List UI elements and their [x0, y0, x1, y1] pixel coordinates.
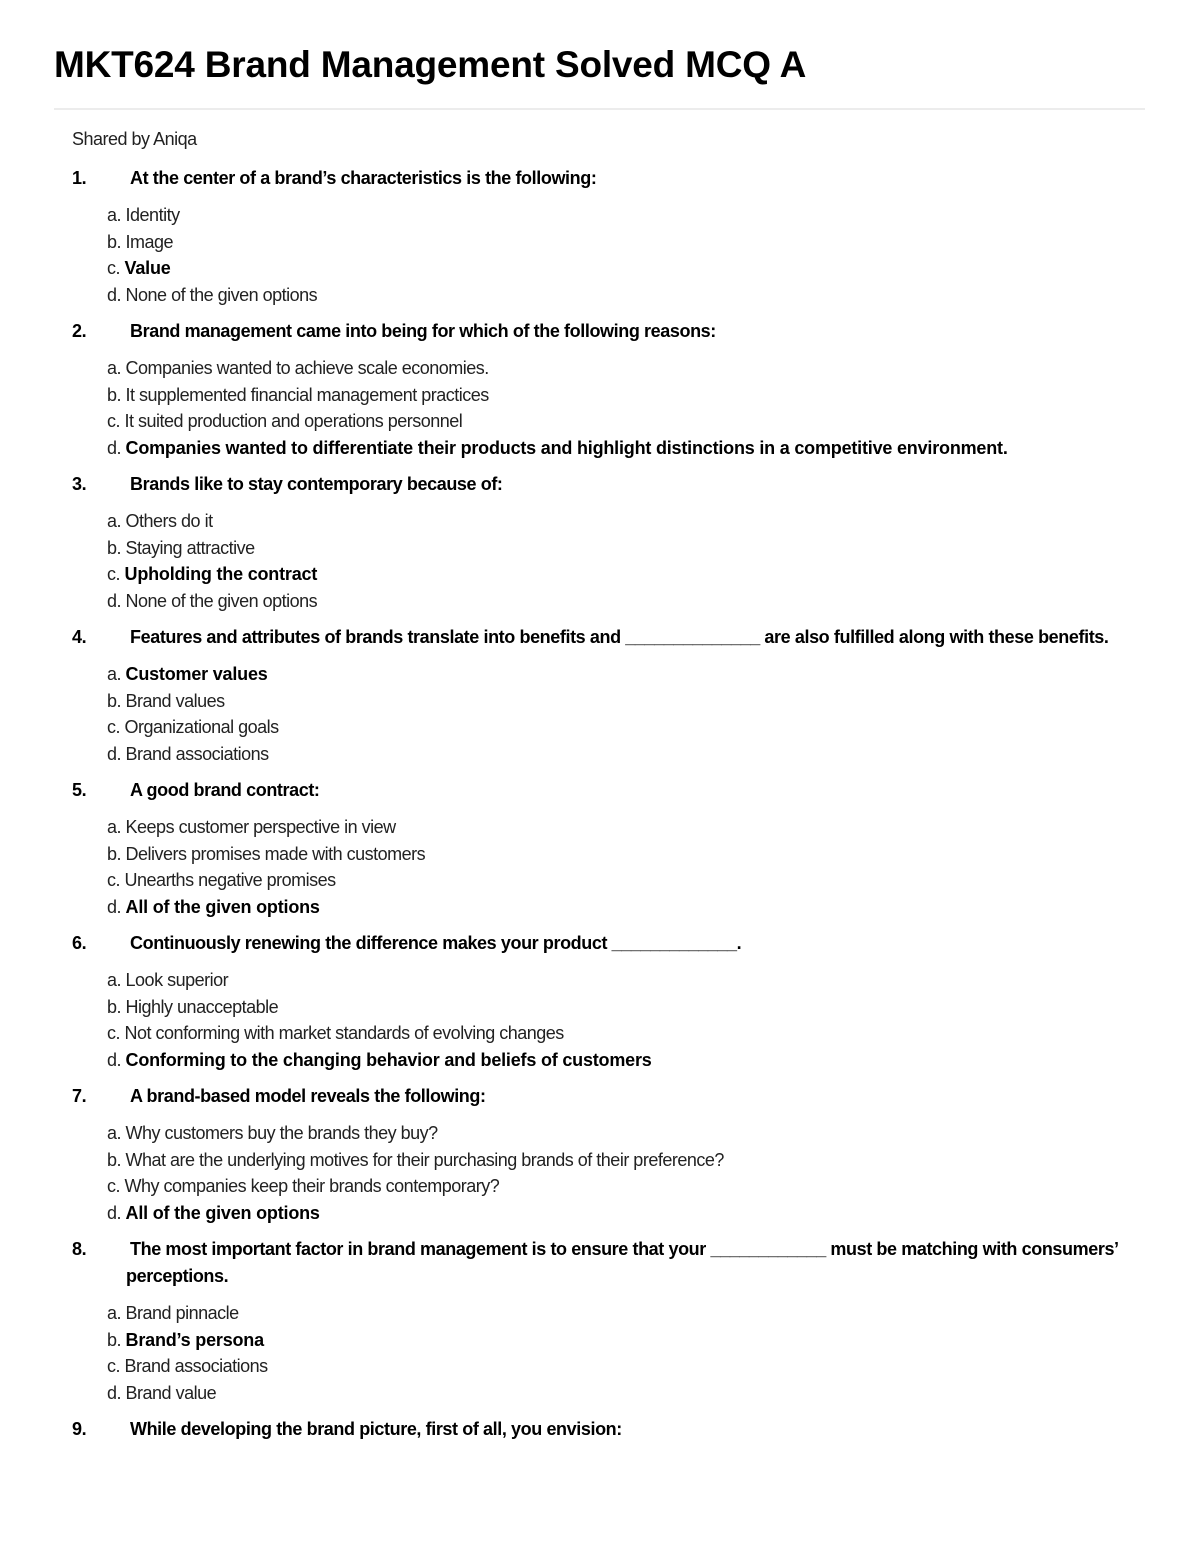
- answer-options: [0, 967, 1200, 1073]
- option-letter: d.: [107, 1049, 122, 1070]
- option-letter: d.: [107, 437, 122, 458]
- option-letter: a.: [107, 1303, 122, 1323]
- answer-option: [0, 967, 1200, 994]
- answer-option: [0, 1147, 1200, 1174]
- option-text: All of the given options: [125, 1202, 320, 1223]
- question-item: [0, 777, 1200, 920]
- question-number: 1.: [72, 168, 87, 188]
- option-letter: a.: [107, 511, 122, 531]
- answer-option: [0, 814, 1200, 841]
- answer-option: [0, 1380, 1200, 1407]
- question-number: 4.: [72, 627, 87, 647]
- answer-option: [0, 1173, 1200, 1200]
- answer-option: [0, 1300, 1200, 1327]
- answer-option: [0, 282, 1200, 309]
- option-text: Upholding the contract: [124, 564, 318, 584]
- option-text: Delivers promises made with customers: [125, 843, 426, 864]
- answer-option: [0, 841, 1200, 868]
- option-letter: c.: [107, 1176, 121, 1196]
- option-text: Identity: [125, 205, 180, 225]
- option-text: Value: [124, 258, 171, 278]
- answer-option: [0, 1020, 1200, 1047]
- option-letter: d.: [107, 284, 122, 305]
- answer-option: [0, 1120, 1200, 1147]
- option-text: Brand associations: [124, 1356, 268, 1376]
- option-text: Companies wanted to differentiate their products and highlight distinctions in a competitive environment.: [125, 437, 1008, 458]
- option-letter: d.: [107, 743, 122, 764]
- option-text: Highly unacceptable: [125, 996, 279, 1017]
- title-divider: [54, 108, 1145, 110]
- answer-options: [0, 1300, 1200, 1406]
- question-text: Brand management came into being for which of the following reasons:: [130, 321, 716, 341]
- option-letter: b.: [107, 231, 122, 252]
- answer-options: [0, 355, 1200, 461]
- answer-option: [0, 688, 1200, 715]
- option-text: Why customers buy the brands they buy?: [125, 1123, 438, 1143]
- option-text: Conforming to the changing behavior and beliefs of customers: [125, 1049, 652, 1070]
- option-text: Brand value: [125, 1382, 217, 1403]
- question-text: Continuously renewing the difference makes your product _____________.: [130, 933, 742, 953]
- option-letter: c.: [107, 870, 121, 890]
- option-letter: b.: [107, 996, 122, 1017]
- option-letter: b.: [107, 1149, 122, 1170]
- option-letter: b.: [107, 537, 122, 558]
- option-letter: c.: [107, 1356, 121, 1376]
- option-letter: d.: [107, 590, 122, 611]
- answer-option-correct: [0, 435, 1200, 462]
- question-text: A brand-based model reveals the following:: [130, 1086, 486, 1106]
- option-letter: a.: [107, 970, 122, 990]
- option-text: Companies wanted to achieve scale economies.: [125, 358, 489, 378]
- document-title: MKT624 Brand Management Solved MCQ A: [54, 44, 807, 85]
- question-text: Features and attributes of brands translate into benefits and ______________ are also fulfilled along with these benefits.: [130, 627, 1109, 647]
- question-item: [0, 318, 1200, 461]
- question-item: [0, 471, 1200, 614]
- answer-option-correct: [0, 255, 1200, 282]
- question-number: 6.: [72, 933, 87, 953]
- answer-option: [0, 382, 1200, 409]
- question-text: The most important factor in brand management is to ensure that your ____________ must be matching with consumers’ perceptions.: [126, 1239, 1118, 1286]
- option-letter: a.: [107, 358, 122, 378]
- answer-option-correct: [0, 1047, 1200, 1074]
- question-list: [0, 165, 1200, 1453]
- question-item: [0, 165, 1200, 308]
- option-text: None of the given options: [125, 284, 318, 305]
- question-item: [0, 1236, 1200, 1406]
- option-text: What are the underlying motives for their purchasing brands of their preference?: [125, 1149, 724, 1170]
- option-letter: b.: [107, 843, 122, 864]
- question-item: [0, 1416, 1200, 1443]
- option-letter: b.: [107, 384, 122, 405]
- question-text: Brands like to stay contemporary because of:: [130, 474, 503, 494]
- answer-options: [0, 508, 1200, 614]
- answer-option: [0, 714, 1200, 741]
- option-text: Why companies keep their brands contemporary?: [124, 1176, 500, 1196]
- option-text: None of the given options: [125, 590, 318, 611]
- answer-options: [0, 661, 1200, 767]
- answer-option-correct: [0, 1200, 1200, 1227]
- option-letter: a.: [107, 664, 122, 684]
- answer-option: [0, 355, 1200, 382]
- answer-option: [0, 867, 1200, 894]
- option-letter: d.: [107, 896, 122, 917]
- answer-option: [0, 741, 1200, 768]
- option-text: Others do it: [125, 511, 213, 531]
- option-text: Unearths negative promises: [124, 870, 336, 890]
- option-text: Not conforming with market standards of evolving changes: [124, 1023, 564, 1043]
- question-number: 5.: [72, 780, 87, 800]
- option-text: Brand values: [125, 690, 225, 711]
- answer-option: [0, 588, 1200, 615]
- option-text: Keeps customer perspective in view: [125, 817, 396, 837]
- question-number: 3.: [72, 474, 87, 494]
- option-letter: a.: [107, 205, 122, 225]
- question-text: At the center of a brand’s characteristics is the following:: [130, 168, 597, 188]
- option-letter: d.: [107, 1382, 122, 1403]
- option-text: All of the given options: [125, 896, 320, 917]
- option-text: Brand pinnacle: [125, 1303, 239, 1323]
- answer-option: [0, 994, 1200, 1021]
- question-number: 2.: [72, 321, 87, 341]
- option-letter: b.: [107, 690, 122, 711]
- question-item: [0, 930, 1200, 1073]
- option-letter: a.: [107, 1123, 122, 1143]
- question-number: 7.: [72, 1086, 87, 1106]
- answer-option-correct: [0, 1327, 1200, 1354]
- option-text: It suited production and operations personnel: [124, 411, 463, 431]
- option-text: Organizational goals: [124, 717, 279, 737]
- answer-option: [0, 535, 1200, 562]
- option-text: Customer values: [125, 664, 268, 684]
- answer-options: [0, 202, 1200, 308]
- option-letter: c.: [107, 1023, 121, 1043]
- answer-option: [0, 508, 1200, 535]
- answer-option: [0, 202, 1200, 229]
- option-letter: c.: [107, 564, 121, 584]
- answer-option: [0, 408, 1200, 435]
- answer-option: [0, 1353, 1200, 1380]
- shared-by-line: Shared by Aniqa: [72, 129, 197, 149]
- option-text: Brand’s persona: [125, 1329, 264, 1350]
- question-text: While developing the brand picture, first of all, you envision:: [130, 1419, 622, 1439]
- option-text: It supplemented financial management practices: [125, 384, 489, 405]
- question-text: A good brand contract:: [130, 780, 320, 800]
- answer-option-correct: [0, 561, 1200, 588]
- option-letter: c.: [107, 258, 121, 278]
- question-item: [0, 1083, 1200, 1226]
- option-letter: a.: [107, 817, 122, 837]
- question-item: [0, 624, 1200, 767]
- answer-option-correct: [0, 661, 1200, 688]
- question-number: 9.: [72, 1419, 87, 1439]
- answer-options: [0, 814, 1200, 920]
- option-letter: d.: [107, 1202, 122, 1223]
- option-letter: b.: [107, 1329, 122, 1350]
- question-number: 8.: [72, 1239, 87, 1259]
- option-text: Staying attractive: [125, 537, 255, 558]
- answer-option-correct: [0, 894, 1200, 921]
- answer-options: [0, 1120, 1200, 1226]
- option-letter: c.: [107, 411, 121, 431]
- option-text: Look superior: [125, 970, 229, 990]
- option-text: Brand associations: [125, 743, 269, 764]
- answer-option: [0, 229, 1200, 256]
- option-letter: c.: [107, 717, 121, 737]
- option-text: Image: [125, 231, 174, 252]
